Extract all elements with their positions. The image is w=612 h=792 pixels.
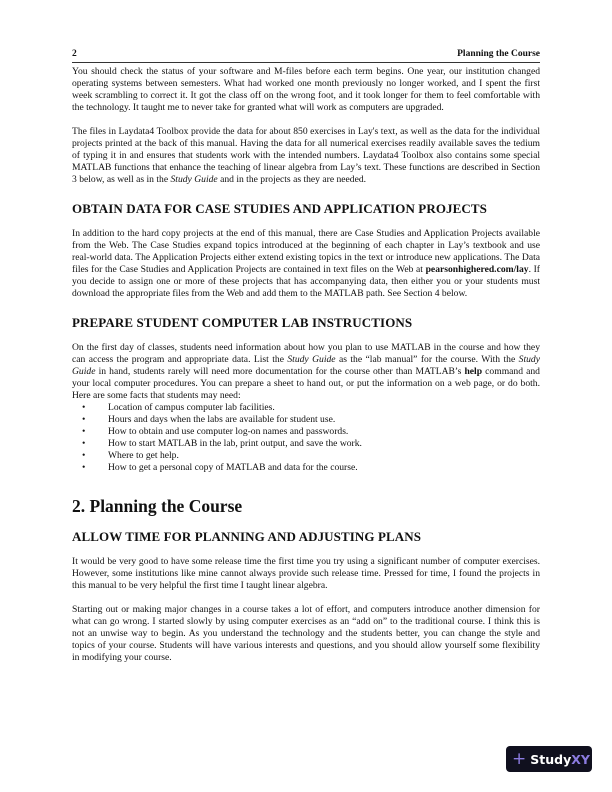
- italic-text: Study Guide: [170, 174, 218, 185]
- bullet-icon: •: [82, 402, 86, 413]
- section-heading: PREPARE STUDENT COMPUTER LAB INSTRUCTIONS: [72, 315, 413, 330]
- plus-icon: +: [512, 748, 527, 769]
- text: . If you decide to assign one or more of these projects that has accompanying data, then either you or your students must download the appropriate files from the Web and add them to the MATLAB path. See Section 4 below.: [72, 264, 540, 299]
- text: The files in Laydata4 Toolbox provide the data for about 850 exercises in Lay's text, as well as the data for the individual projects printed at the back of this manual. Having the data for all numerical exercises readily available saves the tedium of typing it in and ensures that students work with the intended numbers. Laydata4 Toolbox also contains some special MATLAB functions that enhance the teaching of linear algebra from Lay’s text. These functions are described in Section 3 below, as well as in the: [72, 126, 540, 185]
- bullet-icon: •: [82, 450, 86, 461]
- url-text: pearsonhighered.com/lay: [425, 264, 529, 275]
- bullet-icon: •: [82, 438, 86, 449]
- paragraph: You should check the status of your software and M-files before each term begins. One year, our institution changed operating systems between semesters. What had worked one month previously no longer worked, and I spent the first week scrambling to correct it. It got the class off on the wrong foot, and it took longer for them to feel comfortable with the technology. It taught me to never take for granted what will work as computers are upgraded.: [72, 66, 540, 113]
- section-heading: ALLOW TIME FOR PLANNING AND ADJUSTING PLANS: [72, 529, 422, 544]
- paragraph: [72, 228, 540, 300]
- logo-text: Study: [530, 751, 572, 767]
- list-item-text: How to start MATLAB in the lab, print output, and save the work.: [108, 438, 362, 449]
- text: On the first day of classes, students need information about how you plan to use MATLAB in the course and how they can access the program and appropriate data. List the: [72, 342, 540, 365]
- paragraph: [72, 126, 540, 186]
- list-item: [82, 462, 540, 474]
- italic-text: Study Guide: [72, 354, 540, 377]
- text: In addition to the hard copy projects at the end of this manual, there are Case Studies and Application Projects available from the Web. The Case Studies expand topics introduced at the beginning of each chapter in Lay’s textbook and use real-world data. The Application Projects either extend existing topics in the text or introduce new applications. The Data files for the Case Studies and Application Projects are contained in text files on the Web at: [72, 228, 540, 275]
- paragraph: [72, 342, 540, 402]
- bullet-icon: •: [82, 426, 86, 437]
- page-number: 2: [72, 49, 77, 59]
- list-item: [82, 426, 540, 438]
- running-title: Planning the Course: [457, 49, 540, 59]
- list-item-text: Location of campus computer lab facilities.: [108, 402, 275, 413]
- studyxy-logo-badge[interactable]: [506, 746, 592, 772]
- paragraph: It would be very good to have some release time the first time you try using a significant number of computer exercises. However, some institutions like mine cannot always provide such release time. Pressed for time, I found the projects in this manual to be very helpful the first time I taught linear algebra.: [72, 556, 540, 591]
- list-item-text: How to get a personal copy of MATLAB and data for the course.: [108, 462, 358, 473]
- list-item: [82, 450, 540, 462]
- list-item-text: Where to get help.: [108, 450, 179, 461]
- list-item: [82, 414, 540, 426]
- page-content: [72, 66, 540, 676]
- list-item-text: How to obtain and use computer log-on names and passwords.: [108, 426, 349, 437]
- bullet-list: [72, 402, 540, 474]
- list-item: [82, 402, 540, 414]
- section-heading: OBTAIN DATA FOR CASE STUDIES AND APPLICATION PROJECTS: [72, 201, 487, 216]
- bold-text: help: [464, 366, 483, 377]
- text: in hand, students rarely will need more documentation for the course other than MATLAB’s: [95, 366, 465, 377]
- text: and in the projects as they are needed.: [217, 174, 367, 185]
- paragraph: Starting out or making major changes in a course takes a lot of effort, and computers introduce another dimension for what can go wrong. I started slowly by using computer exercises as an “add on” to the traditional course. I think this is not an unwise way to begin. As you understand the technology and the students better, you can change the style and topics of your course. Students will have various interests and questions, and you should allow yourself some flexibility in modifying your course.: [72, 604, 540, 663]
- text: command and your local computer procedures. You can prepare a sheet to hand out, or put the information on a web page, or do both. Here are some facts that students may need:: [72, 366, 540, 401]
- italic-text: Study Guide: [287, 354, 336, 365]
- list-item: [82, 438, 540, 450]
- list-item-text: Hours and days when the labs are available for student use.: [108, 414, 336, 425]
- logo-text-accent: XY: [571, 751, 590, 767]
- bullet-icon: •: [82, 462, 86, 473]
- page-header: [72, 48, 540, 63]
- text: as the “lab manual” for the course. With the: [335, 354, 519, 365]
- bullet-icon: •: [82, 414, 86, 425]
- chapter-title: 2. Planning the Course: [72, 496, 243, 516]
